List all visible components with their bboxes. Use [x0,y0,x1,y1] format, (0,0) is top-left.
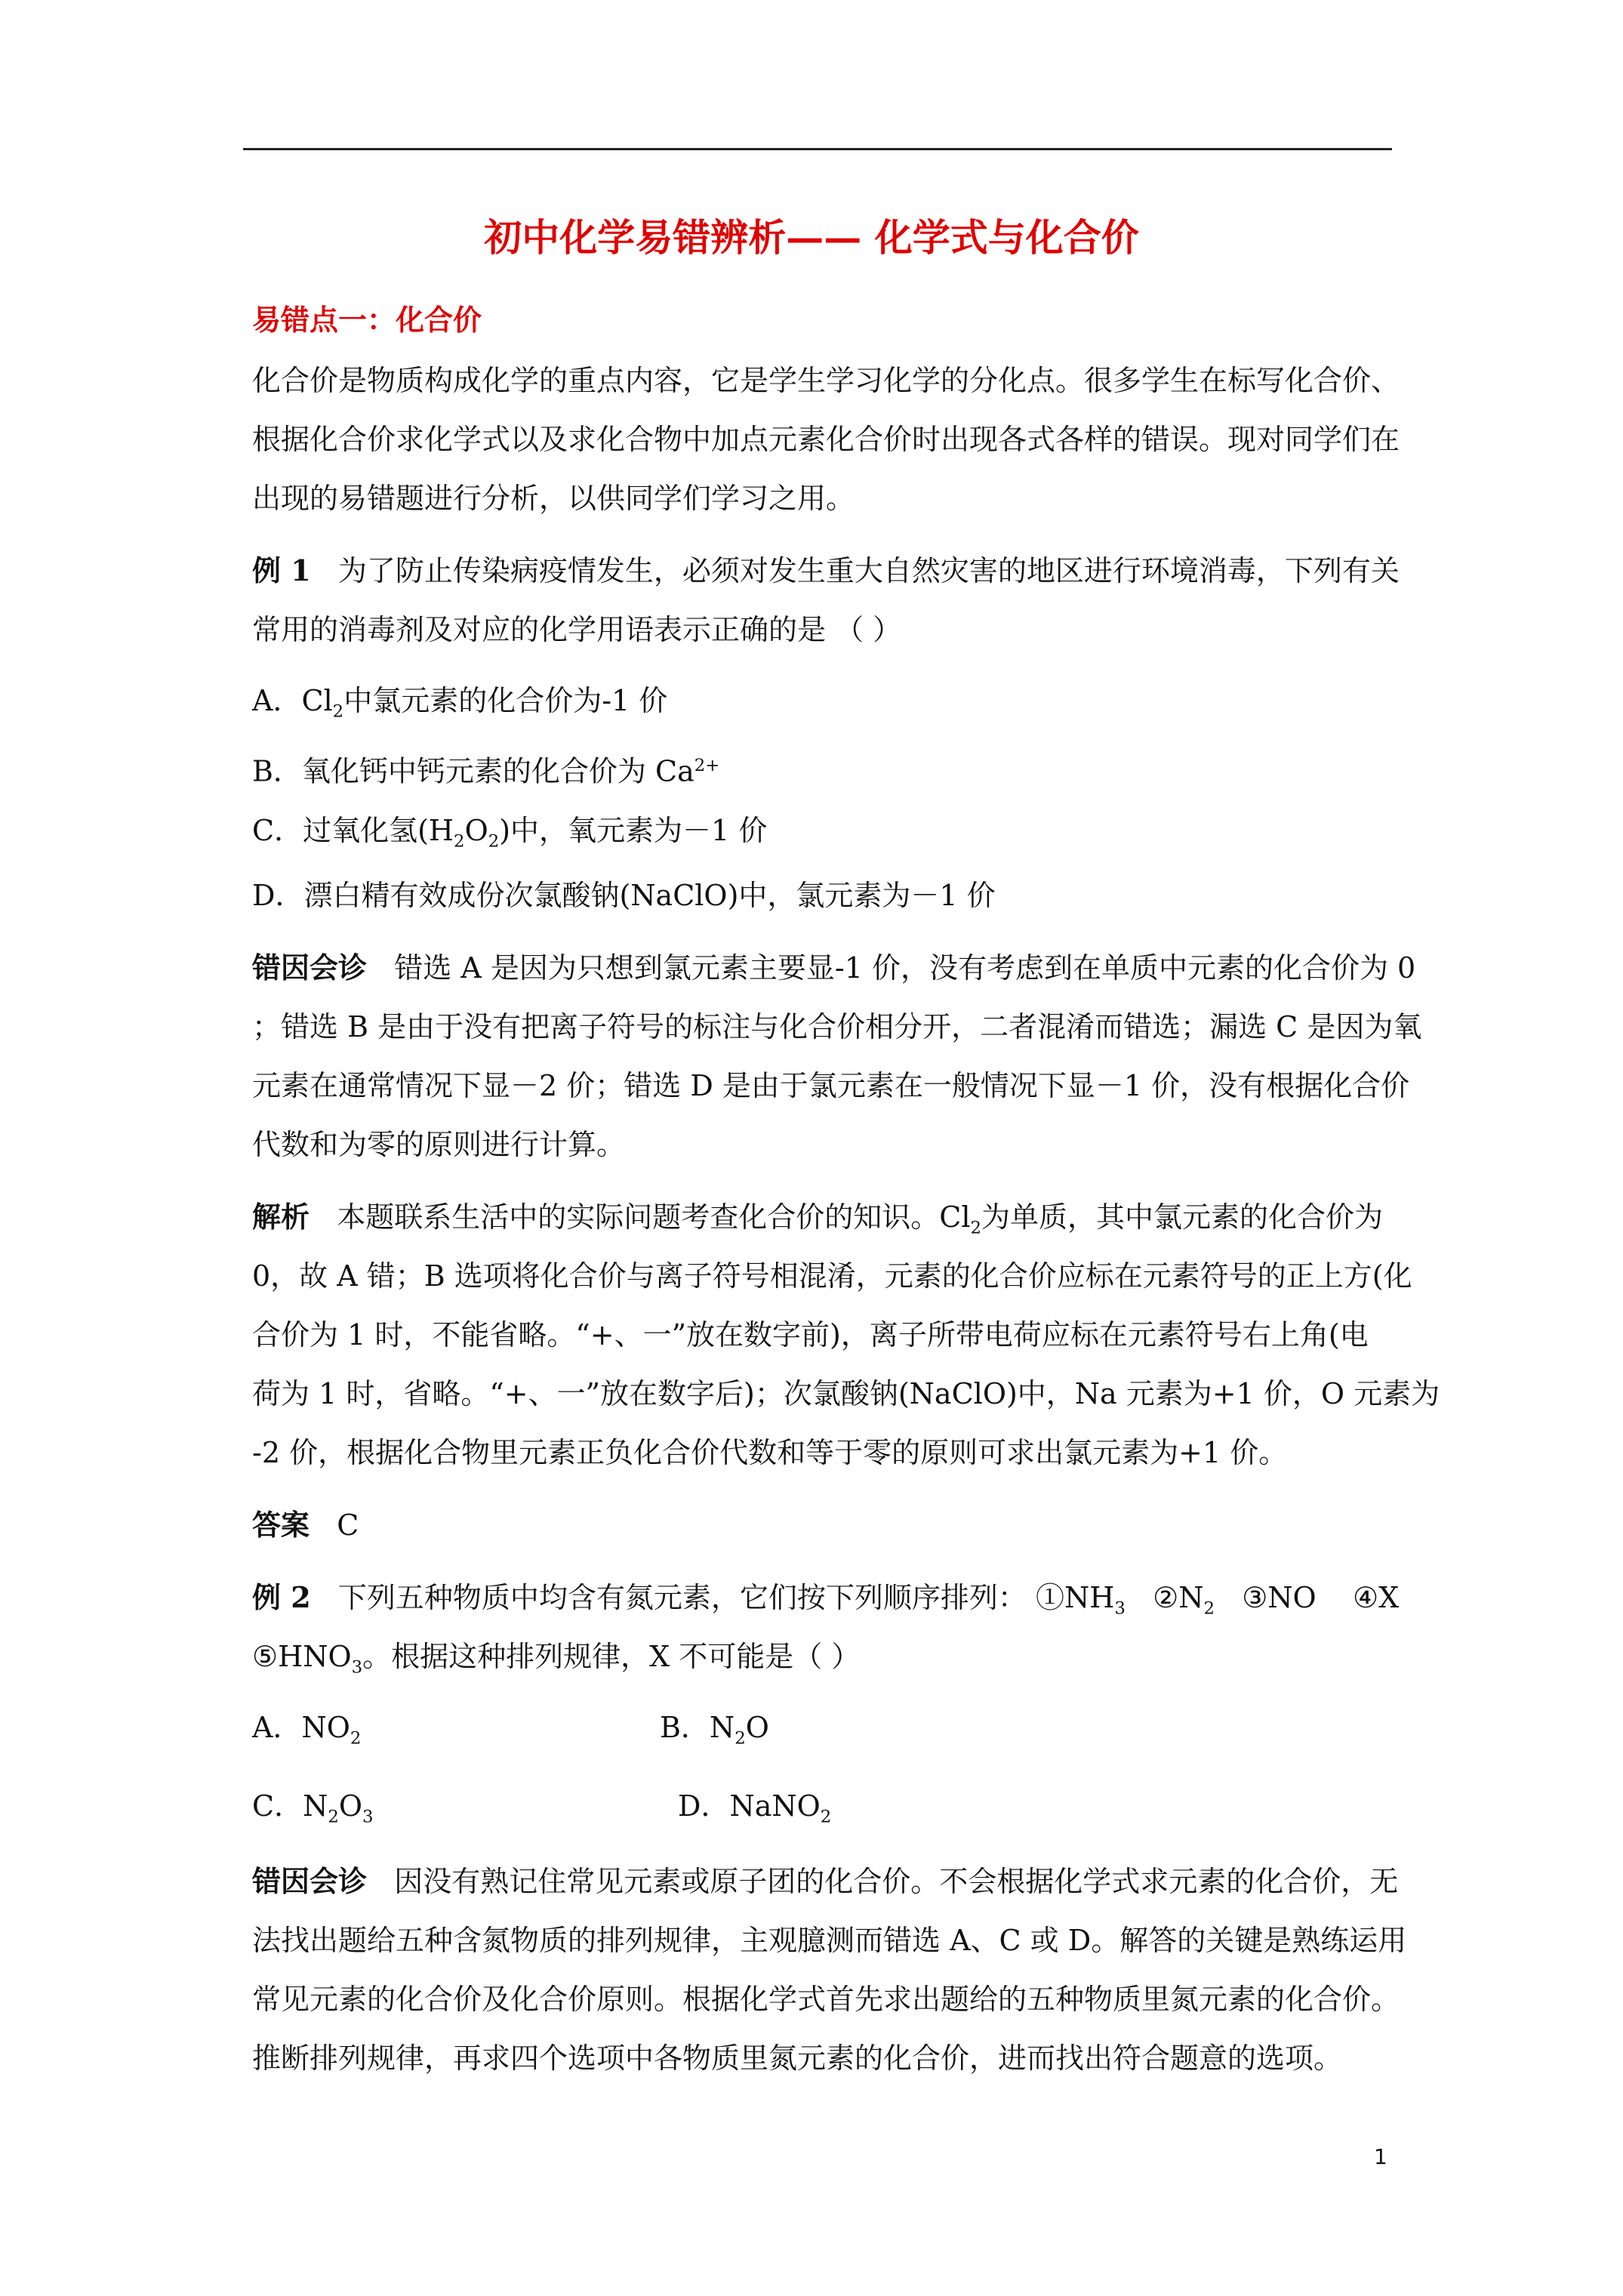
error-analysis-2-label: 错因会诊 [252,1864,368,1898]
analysis-1-label: 解析 [252,1200,310,1234]
example-1-option-c: C．过氧化氢$(H_2O_2)$中，氧元素为－1 价 [252,814,768,852]
example-1-option-a: A．$Cl_2$中氯元素的化合价为-1 价 [252,684,668,722]
answer-1-value: C [337,1509,359,1542]
intro-line-3: 出现的易错题进行分析，以供同学们学习之用。 [252,482,855,515]
header-rule [243,148,1392,150]
answer-1-label: 答案 [252,1508,310,1542]
error-analysis-1-line-2: ；错选 B 是由于没有把离子符号的标注与化合价相分开，二者混淆而错选；漏选 C 是因为氧 [252,1010,1422,1043]
example-1-label: 例 1 [252,553,311,587]
example-1-option-b: B．氧化钙中钙元素的化合价为 $Ca^{2+}$ [252,754,720,788]
example-2-option-b: B．$N_2O$ [660,1711,769,1749]
error-analysis-1-line-3: 元素在通常情况下显－2 价；错选 D 是由于氯元素在一般情况下显－1 价，没有根据化合价 [252,1069,1410,1102]
example-2-stem-1: 例 2 下列五种物质中均含有氮元素，它们按下列顺序排列： $①NH_3$ $②N_2$ ③NO ④X [252,1580,1400,1619]
example-2-stem-2: $⑤HNO_3$。根据这种排列规律，X 不可能是（ ） [252,1640,861,1678]
answer-1 [252,1505,359,1545]
error-analysis-2-line-3: 常见元素的化合价及化合价原则。根据化学式首先求出题给的五种物质里氮元素的化合价。 [252,1983,1400,2016]
error-analysis-1-line-4: 代数和为零的原则进行计算。 [252,1128,626,1161]
analysis-1-line-3: 合价为 1 时，不能省略。“+、一”放在数字前)，离子所带电荷应标在元素符号右上角(电 [252,1318,1369,1351]
example-2-option-a: A．$NO_2$ [252,1711,362,1749]
analysis-1-line-2: 0，故 A 错；B 选项将化合价与离子符号相混淆，元素的化合价应标在元素符号的正上方(化 [252,1259,1412,1293]
analysis-1-line-4: 荷为 1 时，省略。“+、一”放在数字后)；次氯酸钠(NaClO)中，Na 元素为+1 价，O 元素为 [252,1377,1440,1410]
example-2-option-d: D．NaNO$_2$ [678,1789,832,1827]
analysis-1-line-1: 解析 本题联系生活中的实际问题考查化合价的知识。$Cl_2$为单质，其中氯元素的化合价为 [252,1200,1384,1238]
page-title: 初中化学易错辨析—— 化学式与化合价 [484,215,1139,260]
example-1-stem-1: 例 1 为了防止传染病疫情发生，必须对发生重大自然灾害的地区进行环境消毒，下列有关 [252,553,1400,587]
example-2-label: 例 2 [252,1580,311,1614]
example-1-stem-2: 常用的消毒剂及对应的化学用语表示正确的是 （ ） [252,613,902,646]
intro-line-1: 化合价是物质构成化学的重点内容，它是学生学习化学的分化点。很多学生在标写化合价、 [252,364,1400,397]
error-analysis-2-line-4: 推断排列规律，再求四个选项中各物质里氮元素的化合价，进而找出符合题意的选项。 [252,2042,1343,2075]
example-2-option-c: C．$N_2O_3$ [252,1789,374,1827]
error-analysis-2-line-1: 错因会诊 因没有熟记住常见元素或原子团的化合价。不会根据化学式求元素的化合价，无 [252,1864,1399,1898]
error-analysis-2-line-2: 法找出题给五种含氮物质的排列规律，主观臆测而错选 A、C 或 D。解答的关键是熟练运用 [252,1924,1407,1957]
error-analysis-1-label: 错因会诊 [252,951,368,985]
analysis-1-line-5: -2 价，根据化合物里元素正负化合价代数和等于零的原则可求出氯元素为+1 价。 [252,1436,1288,1469]
error-analysis-1-line-1: 错因会诊 错选 A 是因为只想到氯元素主要显-1 价，没有考虑到在单质中元素的化合价为 0 [252,951,1416,985]
example-1-option-d: D．漂白精有效成份次氯酸钠(NaClO)中，氯元素为－1 价 [252,879,996,912]
page-number: 1 [1374,2144,1387,2169]
intro-line-2: 根据化合价求化学式以及求化合物中加点元素化合价时出现各式各样的错误。现对同学们在 [252,423,1400,456]
section-heading: 易错点一：化合价 [252,303,482,337]
